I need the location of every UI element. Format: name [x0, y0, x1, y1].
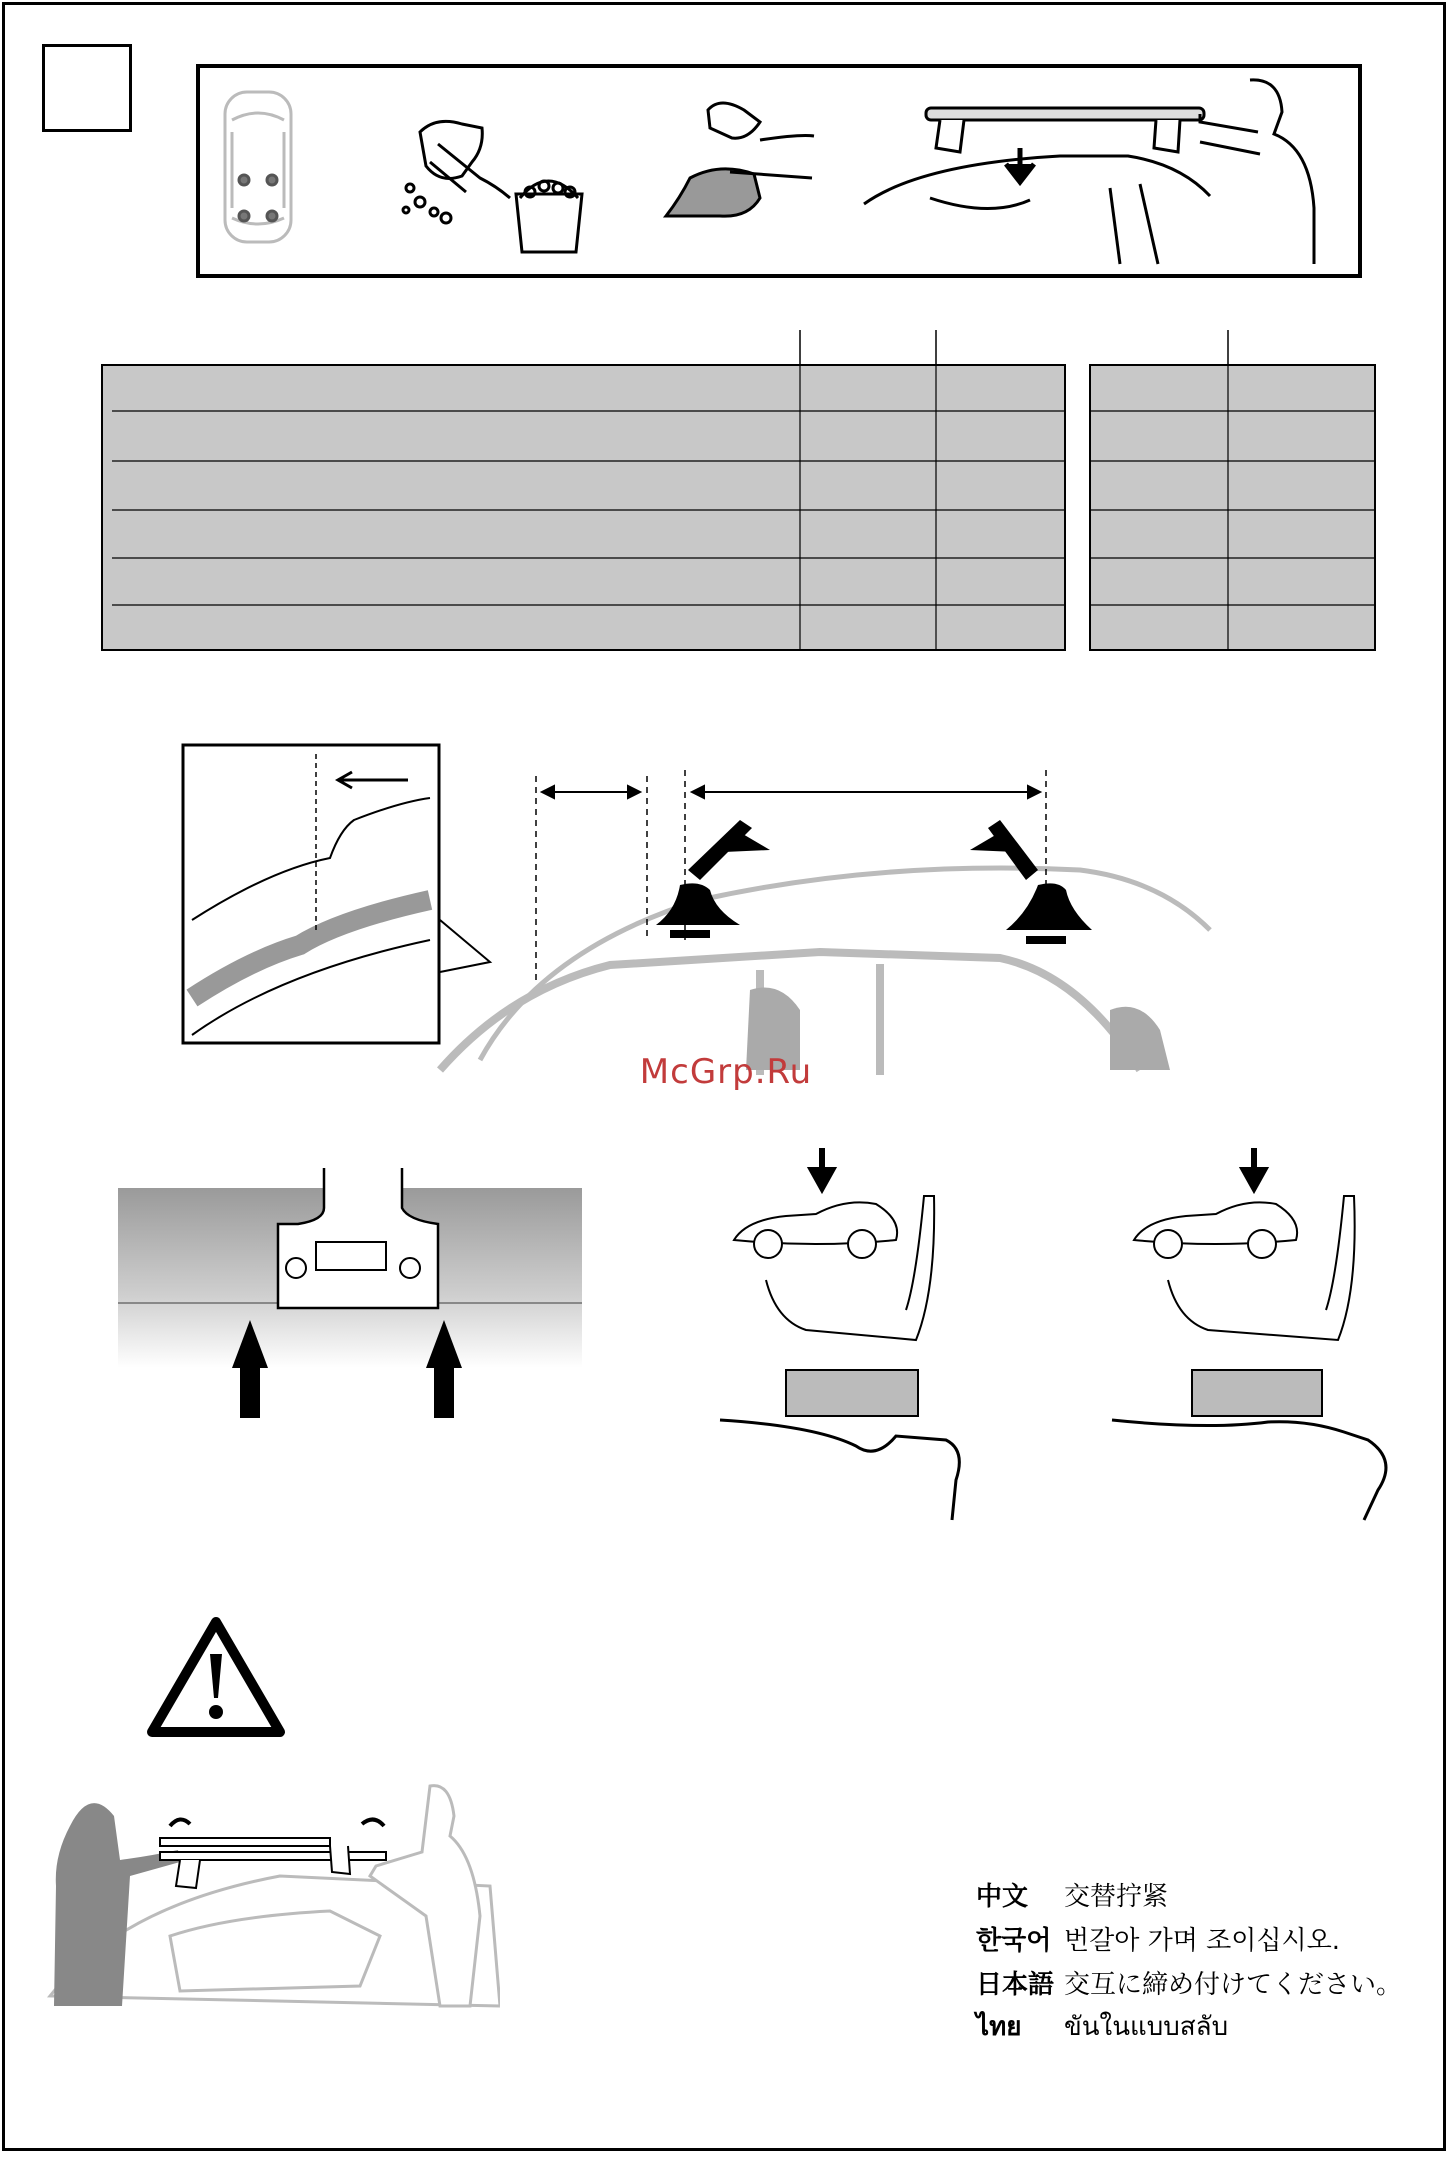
instruction-row-zh: [976, 1876, 1168, 1913]
spec-table-side: [1090, 365, 1375, 650]
instruction-text: 交互に締め付けてください。: [1064, 1970, 1403, 2000]
language-label: ไทย: [976, 2012, 1022, 2042]
door-section-right: [1108, 1140, 1408, 1530]
instruction-text: 번갈아 가며 조이십시오.: [1064, 1926, 1340, 1956]
preparation-panel: [196, 64, 1362, 278]
preparation-illustrations: [200, 68, 1358, 274]
roof-foot-rear: [970, 820, 1092, 944]
roof-rack-placement-icon: [864, 80, 1314, 264]
foot-position-illustration: [180, 740, 1260, 1075]
step-number-box: [42, 44, 132, 132]
language-label: 日本語: [976, 1970, 1055, 2000]
language-label: 中文: [976, 1882, 1029, 1912]
door-section-left: [716, 1140, 976, 1530]
spec-table-main: [102, 365, 1065, 650]
instruction-text: ขันในแบบสลับ: [1064, 2012, 1229, 2042]
detail-inset: [183, 745, 490, 1043]
instruction-text: 交替拧紧: [1064, 1882, 1169, 1912]
watermark: McGrp.Ru: [639, 1052, 813, 1092]
alternate-tightening-illustration: [30, 1766, 500, 2016]
instruction-row-ja: [976, 1964, 1402, 2001]
spec-table: [100, 330, 1380, 655]
warning-icon: [146, 1616, 286, 1738]
instruction-row-th: [976, 2006, 1228, 2047]
car-top-view-icon: [225, 92, 291, 242]
language-label: 한국어: [976, 1926, 1052, 1956]
drying-cloth-icon: [666, 103, 814, 216]
foot-pad-illustration: [118, 1168, 618, 1418]
roof-foot-front: [656, 820, 770, 938]
bucket-icon: [516, 181, 582, 252]
instruction-row-ko: [976, 1920, 1340, 1957]
washing-hands-icon: [403, 121, 510, 223]
